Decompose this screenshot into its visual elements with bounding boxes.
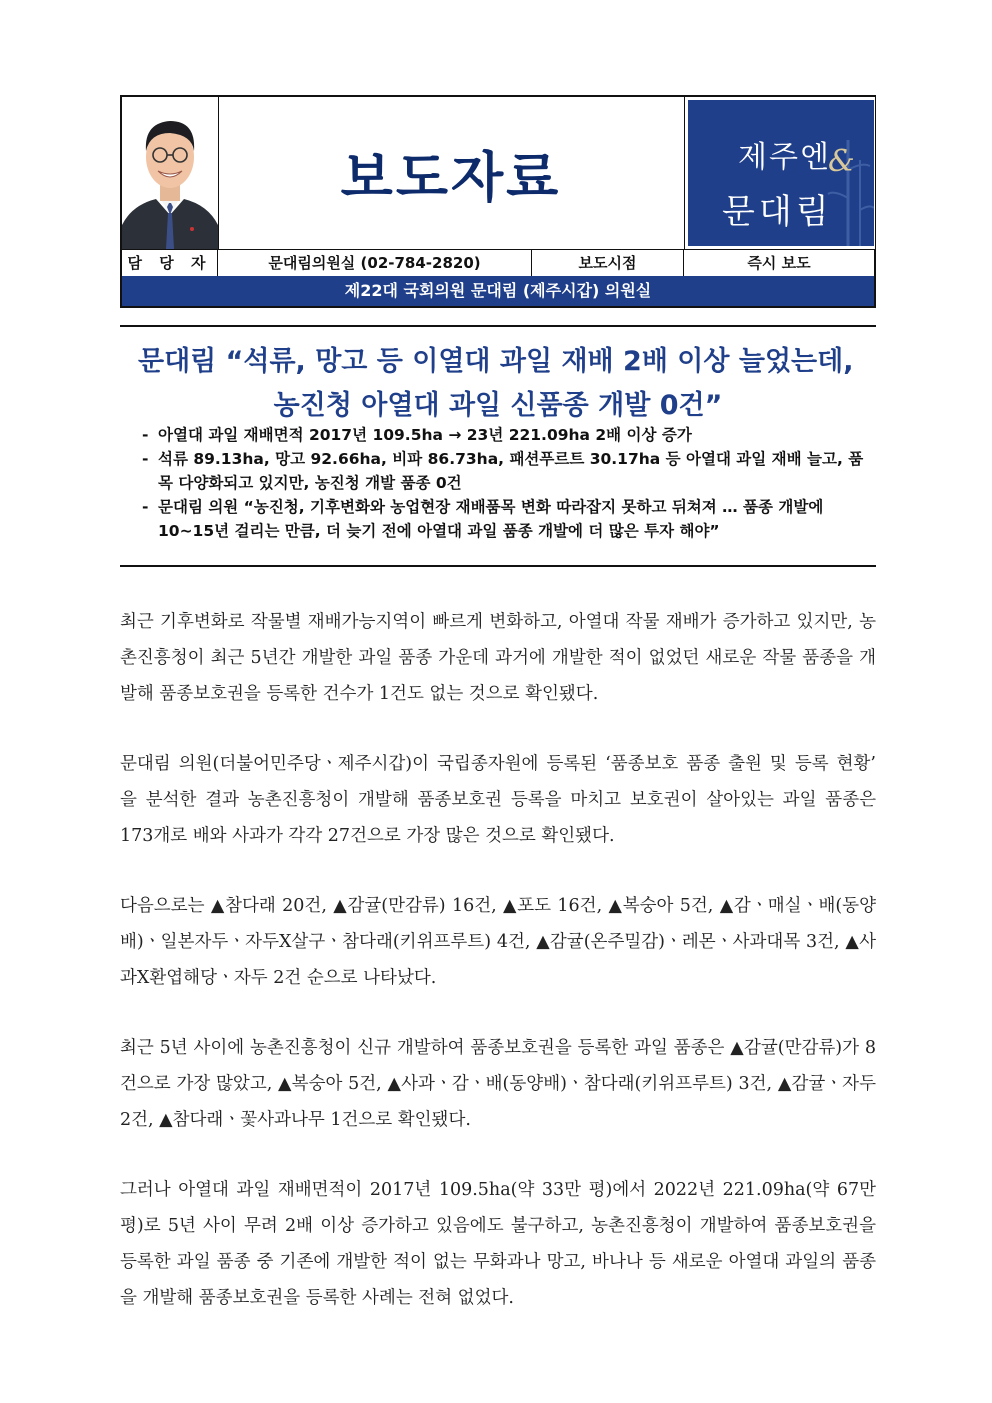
body-paragraph: 문대림 의원(더불어민주당ㆍ제주시갑)이 국립종자원에 등록된 ‘품종보호 품종 출원 및 등록 현황’ 을 분석한 결과 농촌진흥청이 개발해 품종보호권 등록을 마치고 보호권이 살아있는 과일 품종은 173개로 배와 사과가 각각 27건으로 가장 많은 것으로 확인됐다. bbox=[120, 754, 876, 846]
portrait-image bbox=[122, 97, 218, 249]
release-value: 즉시 보도 bbox=[747, 254, 811, 272]
contact-label: 담 당 자 bbox=[122, 250, 218, 276]
headline-line1: 문대림 “석류, 망고 등 이열대 과일 재배 2배 이상 늘었는데, bbox=[138, 346, 854, 377]
logo-cell bbox=[684, 97, 875, 249]
summary-bullets bbox=[142, 423, 872, 543]
document-title: 보도자료 bbox=[340, 145, 562, 209]
release-label: 보도시점 bbox=[532, 250, 684, 276]
office-banner: 제22대 국회의원 문대림 (제주시갑) 의원실 bbox=[122, 276, 874, 306]
logo-text-line2: 문대림 bbox=[722, 192, 833, 232]
press-header bbox=[120, 95, 876, 308]
body-paragraph: 그러나 아열대 과일 재배면적이 2017년 109.5ha(약 33만 평)에서 2022년 221.09ha(약 67만 평)로 5년 사이 무려 2배 이상 증가하고 있음에도 불구하고, 농촌진흥청이 개발하여 품종보호권을 등록한 과일 품종 중 기존에 개발한 적이 없는 무화과나 망고, 바나나 등 새로운 아열대 과일의 품종을 개발해 품종보호권을 등록한 사례는 전혀 없었다. bbox=[120, 1180, 876, 1308]
headline-section bbox=[120, 325, 876, 567]
body-paragraph: 다음으로는 ▲참다래 20건, ▲감귤(만감류) 16건, ▲포도 16건, ▲복숭아 5건, ▲감ㆍ매실ㆍ배(동양배)ㆍ일본자두ㆍ자두X살구ㆍ참다래(키위프루트) 4건, ▲감귤(온주밀감)ㆍ레몬ㆍ사과대목 3건, ▲사과X환엽해당ㆍ자두 2건 순으로 나타났다. bbox=[120, 896, 876, 988]
summary-bullet: - 아열대 과일 재배면적 2017년 109.5ha → 23년 221.09ha 2배 이상 증가 bbox=[142, 423, 872, 447]
logo-text-line1: 제주엔 bbox=[738, 140, 831, 175]
logo-ampersand: & bbox=[828, 144, 855, 179]
document-title-cell bbox=[218, 97, 684, 249]
contact-row bbox=[122, 249, 874, 277]
headline-line2: 농진청 아열대 과일 신품종 개발 0건” bbox=[273, 390, 723, 421]
summary-bullet: - 석류 89.13ha, 망고 92.66ha, 비파 86.73ha, 패션푸르트 30.17ha 등 아열대 과일 재배 늘고, 품목 다양화되고 있지만, 농진청 개발 품종 0건 bbox=[142, 447, 872, 495]
contact-value: 문대림의원실 (02-784-2820) bbox=[218, 250, 532, 276]
lawmaker-portrait bbox=[122, 97, 219, 249]
office-logo bbox=[688, 100, 874, 246]
body-paragraph: 최근 5년 사이에 농촌진흥청이 신규 개발하여 품종보호권을 등록한 과일 품종은 ▲감귤(만감류)가 8건으로 가장 많았고, ▲복숭아 5건, ▲사과ㆍ감ㆍ배(동양배)ㆍ참다래(키위프루트) 3건, ▲감귤ㆍ자두 2건, ▲참다래ㆍ꽃사과나무 1건으로 확인됐다. bbox=[120, 1038, 876, 1130]
summary-bullet: - 문대림 의원 “농진청, 기후변화와 농업현장 재배품목 변화 따라잡지 못하고 뒤쳐져 … 품종 개발에 10~15년 걸리는 만큼, 더 늦기 전에 아열대 과일 품종 개발에 더 많은 투자 해야” bbox=[142, 495, 872, 543]
body-paragraph: 최근 기후변화로 작물별 재배가능지역이 빠르게 변화하고, 아열대 작물 재배가 증가하고 있지만, 농촌진흥청이 최근 5년간 개발한 과일 품종 가운데 과거에 개발한 적이 없었던 새로운 작물 품종을 개발해 품종보호권을 등록한 건수가 1건도 없는 것으로 확인됐다. bbox=[120, 612, 876, 704]
article-body bbox=[120, 604, 876, 1350]
